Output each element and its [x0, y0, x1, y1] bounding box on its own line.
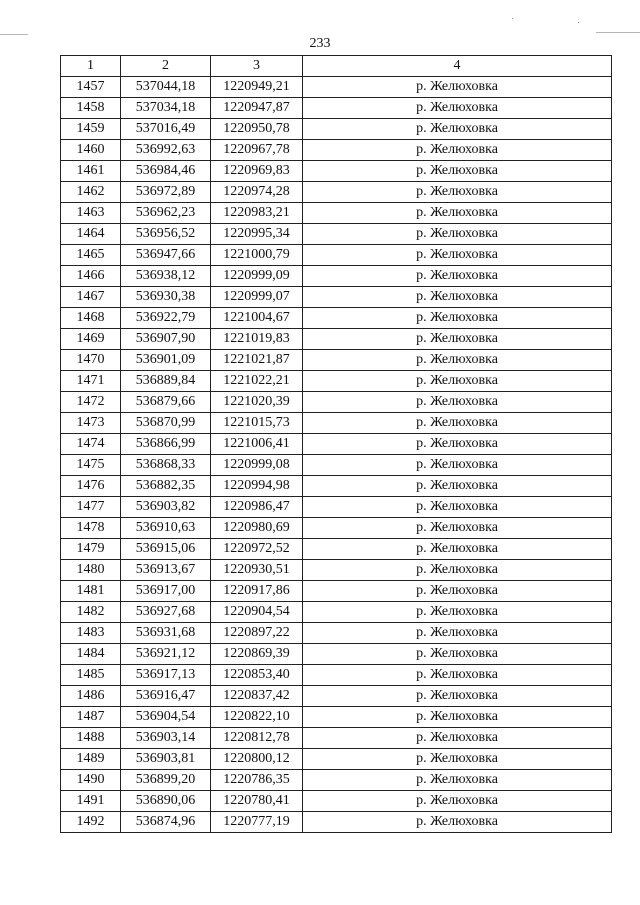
x-coordinate-cell: 536984,46	[121, 161, 211, 182]
table-row	[61, 455, 612, 476]
y-coordinate-cell: 1220786,35	[211, 770, 303, 791]
table-body	[61, 77, 612, 833]
table-row	[61, 560, 612, 581]
column-header: 1	[61, 56, 121, 77]
description-cell: р. Желюховка	[303, 770, 612, 791]
table-row	[61, 203, 612, 224]
description-cell: р. Желюховка	[303, 392, 612, 413]
y-coordinate-cell: 1221004,67	[211, 308, 303, 329]
y-coordinate-cell: 1221006,41	[211, 434, 303, 455]
x-coordinate-cell: 536921,12	[121, 644, 211, 665]
point-number-cell: 1467	[61, 287, 121, 308]
x-coordinate-cell: 536947,66	[121, 245, 211, 266]
table-row	[61, 812, 612, 833]
description-cell: р. Желюховка	[303, 812, 612, 833]
x-coordinate-cell: 536922,79	[121, 308, 211, 329]
table-row	[61, 119, 612, 140]
y-coordinate-cell: 1220980,69	[211, 518, 303, 539]
y-coordinate-cell: 1220853,40	[211, 665, 303, 686]
x-coordinate-cell: 536927,68	[121, 602, 211, 623]
description-cell: р. Желюховка	[303, 707, 612, 728]
y-coordinate-cell: 1221022,21	[211, 371, 303, 392]
table-row	[61, 329, 612, 350]
y-coordinate-cell: 1220930,51	[211, 560, 303, 581]
x-coordinate-cell: 536938,12	[121, 266, 211, 287]
y-coordinate-cell: 1220949,21	[211, 77, 303, 98]
table-row	[61, 581, 612, 602]
y-coordinate-cell: 1220999,09	[211, 266, 303, 287]
x-coordinate-cell: 536901,09	[121, 350, 211, 371]
coordinates-table	[60, 55, 612, 833]
table-row	[61, 497, 612, 518]
table-row	[61, 350, 612, 371]
table-row	[61, 602, 612, 623]
table-row	[61, 392, 612, 413]
point-number-cell: 1491	[61, 791, 121, 812]
x-coordinate-cell: 536879,66	[121, 392, 211, 413]
description-cell: р. Желюховка	[303, 623, 612, 644]
y-coordinate-cell: 1220917,86	[211, 581, 303, 602]
y-coordinate-cell: 1220777,19	[211, 812, 303, 833]
table-row	[61, 665, 612, 686]
x-coordinate-cell: 536917,13	[121, 665, 211, 686]
table-row	[61, 707, 612, 728]
column-header: 3	[211, 56, 303, 77]
description-cell: р. Желюховка	[303, 224, 612, 245]
table-row	[61, 77, 612, 98]
y-coordinate-cell: 1221000,79	[211, 245, 303, 266]
point-number-cell: 1479	[61, 539, 121, 560]
y-coordinate-cell: 1220969,83	[211, 161, 303, 182]
point-number-cell: 1483	[61, 623, 121, 644]
description-cell: р. Желюховка	[303, 665, 612, 686]
description-cell: р. Желюховка	[303, 308, 612, 329]
description-cell: р. Желюховка	[303, 434, 612, 455]
description-cell: р. Желюховка	[303, 350, 612, 371]
x-coordinate-cell: 536903,81	[121, 749, 211, 770]
description-cell: р. Желюховка	[303, 539, 612, 560]
y-coordinate-cell: 1221021,87	[211, 350, 303, 371]
point-number-cell: 1474	[61, 434, 121, 455]
y-coordinate-cell: 1220972,52	[211, 539, 303, 560]
description-cell: р. Желюховка	[303, 98, 612, 119]
point-number-cell: 1468	[61, 308, 121, 329]
x-coordinate-cell: 536910,63	[121, 518, 211, 539]
description-cell: р. Желюховка	[303, 749, 612, 770]
point-number-cell: 1490	[61, 770, 121, 791]
x-coordinate-cell: 536992,63	[121, 140, 211, 161]
table-header-row	[61, 56, 612, 77]
x-coordinate-cell: 536956,52	[121, 224, 211, 245]
x-coordinate-cell: 536916,47	[121, 686, 211, 707]
point-number-cell: 1457	[61, 77, 121, 98]
y-coordinate-cell: 1220904,54	[211, 602, 303, 623]
description-cell: р. Желюховка	[303, 140, 612, 161]
point-number-cell: 1480	[61, 560, 121, 581]
point-number-cell: 1481	[61, 581, 121, 602]
table-row	[61, 182, 612, 203]
table-row	[61, 287, 612, 308]
point-number-cell: 1492	[61, 812, 121, 833]
description-cell: р. Желюховка	[303, 728, 612, 749]
description-cell: р. Желюховка	[303, 371, 612, 392]
point-number-cell: 1484	[61, 644, 121, 665]
x-coordinate-cell: 536904,54	[121, 707, 211, 728]
x-coordinate-cell: 536962,23	[121, 203, 211, 224]
point-number-cell: 1486	[61, 686, 121, 707]
y-coordinate-cell: 1220967,78	[211, 140, 303, 161]
point-number-cell: 1487	[61, 707, 121, 728]
y-coordinate-cell: 1220995,34	[211, 224, 303, 245]
point-number-cell: 1477	[61, 497, 121, 518]
column-header: 2	[121, 56, 211, 77]
table-row	[61, 245, 612, 266]
point-number-cell: 1473	[61, 413, 121, 434]
x-coordinate-cell: 536874,96	[121, 812, 211, 833]
x-coordinate-cell: 536890,06	[121, 791, 211, 812]
point-number-cell: 1489	[61, 749, 121, 770]
scan-dot	[512, 18, 513, 19]
point-number-cell: 1463	[61, 203, 121, 224]
table-row	[61, 749, 612, 770]
scan-dot	[578, 22, 579, 23]
description-cell: р. Желюховка	[303, 182, 612, 203]
point-number-cell: 1460	[61, 140, 121, 161]
x-coordinate-cell: 536907,90	[121, 329, 211, 350]
point-number-cell: 1488	[61, 728, 121, 749]
y-coordinate-cell: 1220897,22	[211, 623, 303, 644]
description-cell: р. Желюховка	[303, 602, 612, 623]
x-coordinate-cell: 536868,33	[121, 455, 211, 476]
table-row	[61, 791, 612, 812]
table-row	[61, 518, 612, 539]
description-cell: р. Желюховка	[303, 476, 612, 497]
x-coordinate-cell: 536930,38	[121, 287, 211, 308]
table-row	[61, 371, 612, 392]
table-row	[61, 686, 612, 707]
table-row	[61, 224, 612, 245]
table-row	[61, 161, 612, 182]
table-row	[61, 413, 612, 434]
description-cell: р. Желюховка	[303, 161, 612, 182]
table-row	[61, 770, 612, 791]
x-coordinate-cell: 536866,99	[121, 434, 211, 455]
point-number-cell: 1464	[61, 224, 121, 245]
description-cell: р. Желюховка	[303, 329, 612, 350]
point-number-cell: 1485	[61, 665, 121, 686]
table-row	[61, 434, 612, 455]
page-number: 233	[309, 36, 331, 51]
description-cell: р. Желюховка	[303, 203, 612, 224]
point-number-cell: 1471	[61, 371, 121, 392]
point-number-cell: 1459	[61, 119, 121, 140]
y-coordinate-cell: 1220994,98	[211, 476, 303, 497]
description-cell: р. Желюховка	[303, 119, 612, 140]
scan-artifact-left	[0, 34, 28, 35]
point-number-cell: 1461	[61, 161, 121, 182]
y-coordinate-cell: 1221020,39	[211, 392, 303, 413]
table-row	[61, 644, 612, 665]
column-header: 4	[303, 56, 612, 77]
y-coordinate-cell: 1220800,12	[211, 749, 303, 770]
point-number-cell: 1478	[61, 518, 121, 539]
scan-artifact-right	[596, 32, 640, 33]
table-row	[61, 98, 612, 119]
description-cell: р. Желюховка	[303, 497, 612, 518]
y-coordinate-cell: 1221015,73	[211, 413, 303, 434]
description-cell: р. Желюховка	[303, 77, 612, 98]
point-number-cell: 1469	[61, 329, 121, 350]
table-row	[61, 266, 612, 287]
description-cell: р. Желюховка	[303, 791, 612, 812]
point-number-cell: 1458	[61, 98, 121, 119]
point-number-cell: 1462	[61, 182, 121, 203]
description-cell: р. Желюховка	[303, 455, 612, 476]
y-coordinate-cell: 1220812,78	[211, 728, 303, 749]
y-coordinate-cell: 1221019,83	[211, 329, 303, 350]
description-cell: р. Желюховка	[303, 245, 612, 266]
description-cell: р. Желюховка	[303, 413, 612, 434]
y-coordinate-cell: 1220986,47	[211, 497, 303, 518]
description-cell: р. Желюховка	[303, 581, 612, 602]
y-coordinate-cell: 1220950,78	[211, 119, 303, 140]
x-coordinate-cell: 536903,14	[121, 728, 211, 749]
x-coordinate-cell: 536917,00	[121, 581, 211, 602]
description-cell: р. Желюховка	[303, 644, 612, 665]
x-coordinate-cell: 536870,99	[121, 413, 211, 434]
x-coordinate-cell: 537016,49	[121, 119, 211, 140]
point-number-cell: 1476	[61, 476, 121, 497]
point-number-cell: 1465	[61, 245, 121, 266]
y-coordinate-cell: 1220974,28	[211, 182, 303, 203]
table-row	[61, 539, 612, 560]
point-number-cell: 1466	[61, 266, 121, 287]
y-coordinate-cell: 1220947,87	[211, 98, 303, 119]
point-number-cell: 1475	[61, 455, 121, 476]
table-row	[61, 308, 612, 329]
point-number-cell: 1472	[61, 392, 121, 413]
table-row	[61, 728, 612, 749]
x-coordinate-cell: 536889,84	[121, 371, 211, 392]
x-coordinate-cell: 536915,06	[121, 539, 211, 560]
x-coordinate-cell: 536882,35	[121, 476, 211, 497]
point-number-cell: 1470	[61, 350, 121, 371]
x-coordinate-cell: 536972,89	[121, 182, 211, 203]
y-coordinate-cell: 1220780,41	[211, 791, 303, 812]
x-coordinate-cell: 536913,67	[121, 560, 211, 581]
x-coordinate-cell: 536899,20	[121, 770, 211, 791]
x-coordinate-cell: 537034,18	[121, 98, 211, 119]
x-coordinate-cell: 537044,18	[121, 77, 211, 98]
x-coordinate-cell: 536931,68	[121, 623, 211, 644]
description-cell: р. Желюховка	[303, 266, 612, 287]
description-cell: р. Желюховка	[303, 518, 612, 539]
table-row	[61, 623, 612, 644]
y-coordinate-cell: 1220999,07	[211, 287, 303, 308]
table-row	[61, 476, 612, 497]
y-coordinate-cell: 1220999,08	[211, 455, 303, 476]
table-row	[61, 140, 612, 161]
description-cell: р. Желюховка	[303, 560, 612, 581]
description-cell: р. Желюховка	[303, 287, 612, 308]
y-coordinate-cell: 1220983,21	[211, 203, 303, 224]
y-coordinate-cell: 1220837,42	[211, 686, 303, 707]
point-number-cell: 1482	[61, 602, 121, 623]
description-cell: р. Желюховка	[303, 686, 612, 707]
y-coordinate-cell: 1220822,10	[211, 707, 303, 728]
y-coordinate-cell: 1220869,39	[211, 644, 303, 665]
x-coordinate-cell: 536903,82	[121, 497, 211, 518]
